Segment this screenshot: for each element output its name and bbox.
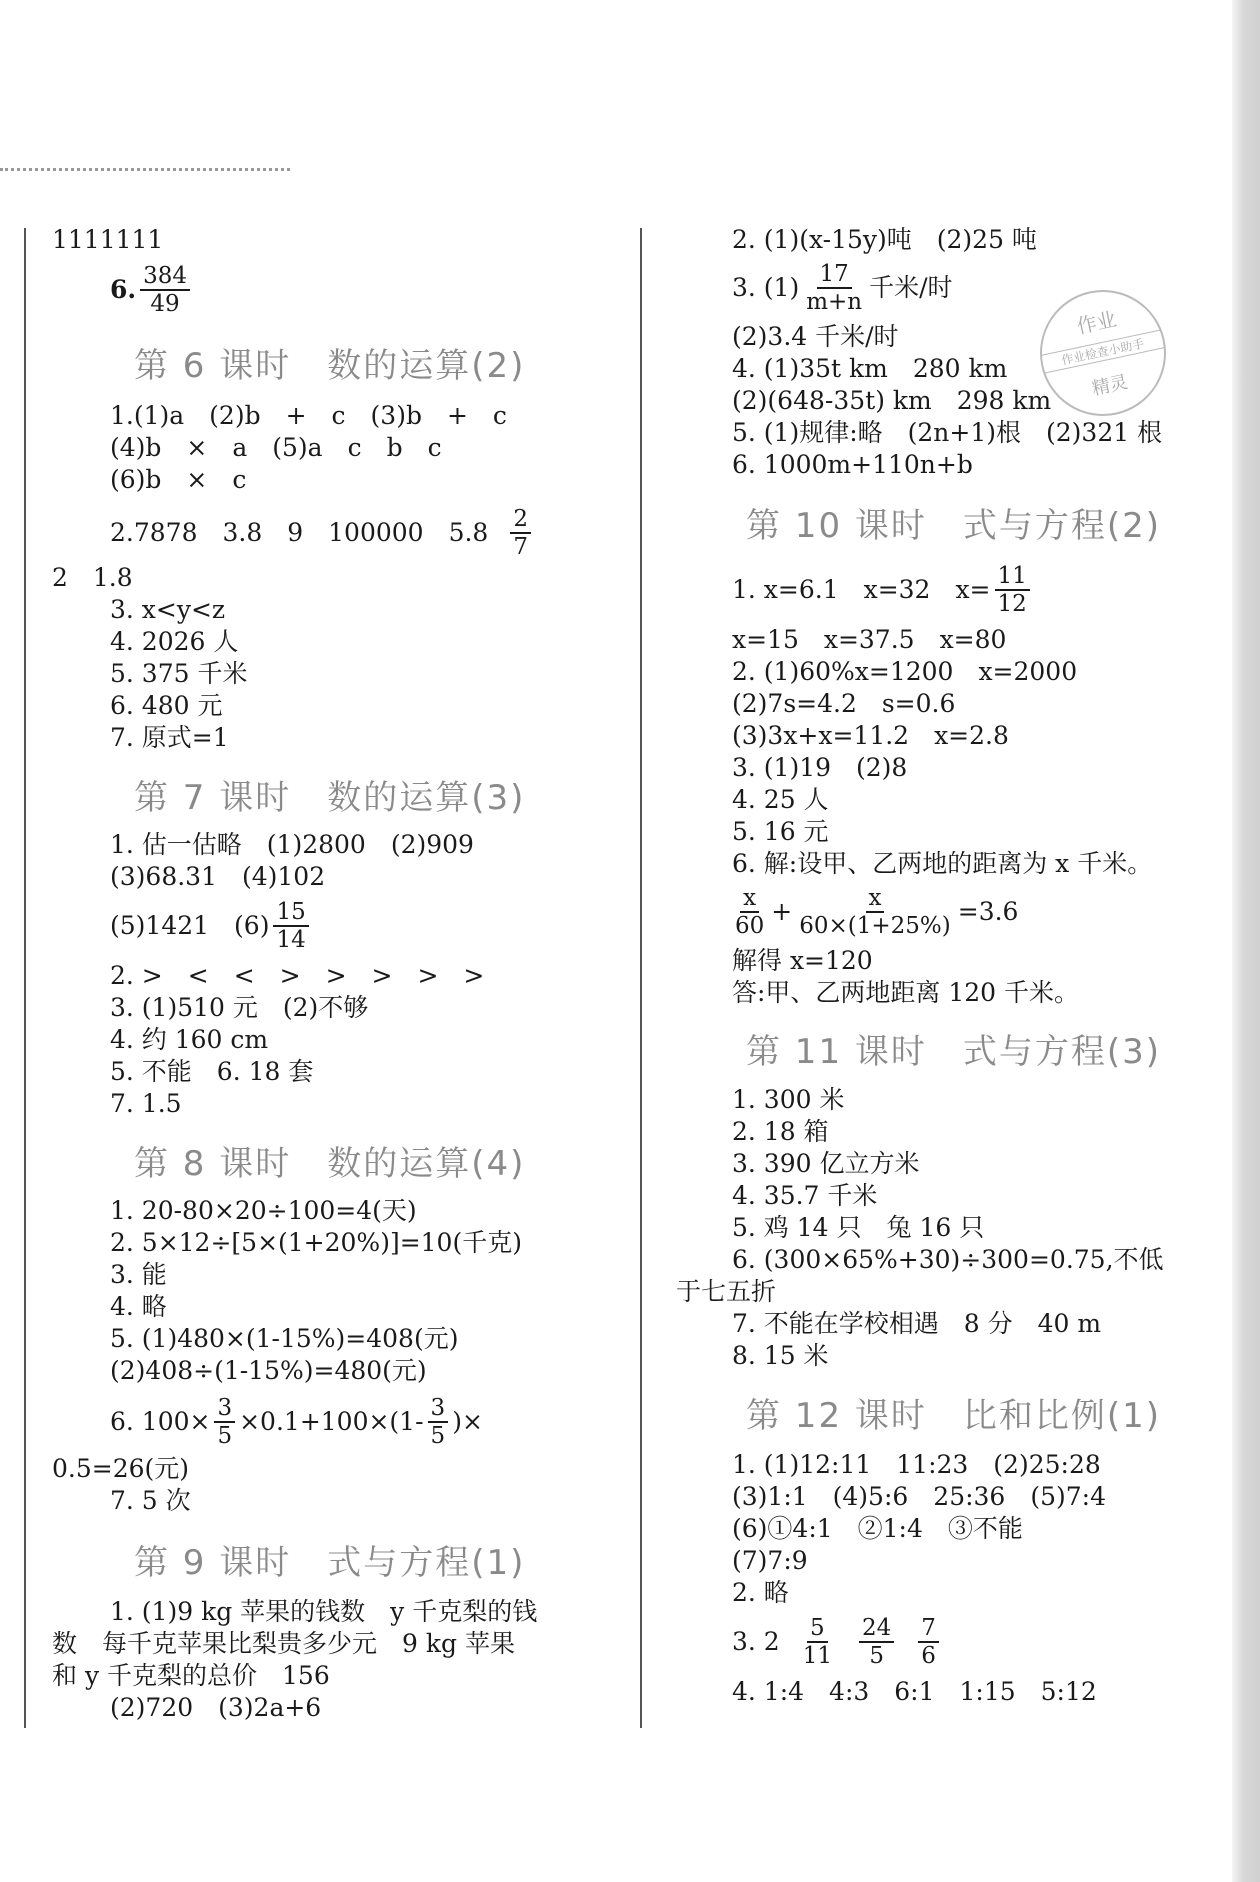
- answer-line: 5. 鸡 14 只 兔 16 只: [732, 1213, 985, 1242]
- answer-line: 4. 略: [110, 1292, 167, 1321]
- answer-line: 4. 2026 人: [110, 627, 239, 656]
- answer-line: 3. 2 $\frac{5}{11}$ $\frac{24}{5}$ $\frac{7}{6}$: [732, 1614, 943, 1670]
- answer-line: x=15 x=37.5 x=80: [732, 625, 1007, 654]
- answer-line: 4. (1)35t km 280 km: [732, 354, 1008, 383]
- answer-line: 数 每千克苹果比梨贵多少元 9 kg 苹果: [52, 1629, 515, 1658]
- answer-line: (5)1421 (6) $\frac{15}{14}$: [110, 898, 313, 954]
- answer-line: 1. 估一估略 (1)2800 (2)909: [110, 830, 474, 859]
- answer-line: (4)b × a (5)a c b c: [110, 433, 442, 462]
- answer-line: (2)(648-35t) km 298 km: [732, 386, 1052, 415]
- answer-line: 1. (1)12:11 11:23 (2)25:28: [732, 1450, 1101, 1479]
- fraction: $\frac{17}{m+n}$: [806, 261, 863, 315]
- answer-line: 和 y 千克梨的总价 156: [52, 1661, 330, 1690]
- lesson-10-heading: 第 10 课时 式与方程(2): [746, 506, 1162, 546]
- answer-line: 6. (300×65%+30)÷300=0.75,不低: [732, 1245, 1164, 1274]
- answer-line: 3. (1)510 元 (2)不够: [110, 993, 369, 1022]
- answer-line: 1. 20-80×20÷100=4(天): [110, 1196, 417, 1225]
- lesson-9-heading: 第 9 课时 式与方程(1): [134, 1543, 526, 1583]
- answer-line: 6. 1000m+110n+b: [732, 450, 973, 479]
- answer-line: 4. 1:4 4:3 6:1 1:15 5:12: [732, 1677, 1097, 1706]
- answer-line: 2.7878 3.8 9 100000 5.8 $\frac{2}{7}$: [110, 505, 535, 561]
- answer-line: (3)3x+x=11.2 x=2.8: [732, 721, 1009, 750]
- fraction: $\frac{5}{11}$: [802, 1615, 832, 1669]
- answer-line: 2 1.8: [52, 563, 133, 592]
- answer-line: 5. (1)480×(1-15%)=408(元): [110, 1324, 459, 1353]
- answer-line: 3. x<y<z: [110, 595, 226, 624]
- fraction: $\frac{3}{5}$: [214, 1395, 235, 1449]
- answer-line: (2)7s=4.2 s=0.6: [732, 689, 956, 718]
- answer-line: (6)b × c: [110, 465, 247, 494]
- answer-line: 8. 15 米: [732, 1341, 829, 1370]
- answer-line: 6. 100× $\frac{3}{5}$ ×0.1+100×(1- $\frac{3}{5}$ )×: [110, 1395, 483, 1449]
- page-edge-shadow: [1232, 0, 1260, 1882]
- answer-line: 3. 390 亿立方米: [732, 1149, 920, 1178]
- fraction: $\frac{11}{12}$: [995, 563, 1030, 617]
- answer-line: 5. 不能 6. 18 套: [110, 1057, 314, 1086]
- answer-line: 3. (1)19 (2)8: [732, 753, 908, 782]
- answer-line: (2)3.4 千米/时: [732, 322, 899, 351]
- left-margin-rule: [24, 228, 26, 1728]
- answer-line: 6. 解:设甲、乙两地的距离为 x 千米。: [732, 849, 1153, 878]
- lesson-12-heading: 第 12 课时 比和比例(1): [746, 1396, 1162, 1436]
- answer-line: 2. 略: [732, 1578, 789, 1607]
- equation-line: $\frac{x}{60}$ + $\frac{x}{60\times(1+25\%)}$ =3.6: [732, 884, 1018, 940]
- fraction: $\frac{24}{5}$: [859, 1615, 894, 1669]
- top-number: 1111111: [52, 225, 164, 254]
- answer-line: (7)7:9: [732, 1546, 808, 1575]
- answer-line: 7. 原式=1: [110, 723, 229, 752]
- fraction: $\frac{2}{7}$: [510, 506, 531, 560]
- answer-line: 1. 300 米: [732, 1085, 845, 1114]
- answer-line: 5. 16 元: [732, 817, 829, 846]
- answer-line: 7. 不能在学校相遇 8 分 40 m: [732, 1309, 1102, 1338]
- fraction: $\frac{x}{60}$: [735, 885, 765, 939]
- answer-line: (2)720 (3)2a+6: [110, 1693, 322, 1722]
- answer-line: 于七五折: [676, 1277, 777, 1306]
- answer-line: (2)408÷(1-15%)=480(元): [110, 1356, 427, 1385]
- lesson-6-heading: 第 6 课时 数的运算(2): [134, 346, 526, 386]
- dotted-divider: [0, 168, 290, 171]
- watermark-stamp: 作业 作业检查小助手 精灵: [1028, 278, 1177, 427]
- fraction: $\frac{3}{5}$: [428, 1395, 449, 1449]
- answer-line: 答:甲、乙两地距离 120 千米。: [732, 978, 1080, 1007]
- answer-line: (6)①4:1 ②1:4 ③不能: [732, 1514, 1023, 1543]
- answer-line: (3)68.31 (4)102: [110, 862, 326, 891]
- answer-line: 2. > < < > > > > >: [110, 961, 485, 990]
- fraction: $\frac{15}{14}$: [273, 899, 308, 953]
- answer-line: 2. 5×12÷[5×(1+20%)]=10(千克): [110, 1228, 522, 1257]
- fraction: $\frac{x}{60\times(1+25\%)}$: [799, 885, 951, 939]
- answer-line: 2. (1)60%x=1200 x=2000: [732, 657, 1078, 686]
- answer-line: 2. (1)(x-15y)吨 (2)25 吨: [732, 225, 1037, 254]
- answer-line: 4. 25 人: [732, 785, 829, 814]
- lesson-11-heading: 第 11 课时 式与方程(3): [746, 1032, 1162, 1072]
- answer-line: 5. (1)规律:略 (2n+1)根 (2)321 根: [732, 418, 1163, 447]
- column-divider: [640, 228, 642, 1728]
- answer-line: 3. 能: [110, 1260, 167, 1289]
- lesson-8-heading: 第 8 课时 数的运算(4): [134, 1144, 526, 1184]
- answer-line: 解得 x=120: [732, 946, 873, 975]
- answer-line: 1.(1)a (2)b + c (3)b + c: [110, 401, 507, 430]
- answer-line: 5. 375 千米: [110, 659, 248, 688]
- fraction: $\frac{7}{6}$: [918, 1615, 939, 1669]
- answer-line: 4. 约 160 cm: [110, 1025, 269, 1054]
- fraction: $\frac{384}{49}$: [140, 263, 190, 317]
- answer-line: 4. 35.7 千米: [732, 1181, 878, 1210]
- lesson-7-heading: 第 7 课时 数的运算(3): [134, 778, 526, 818]
- answer-line: 1. (1)9 kg 苹果的钱数 y 千克梨的钱: [110, 1597, 538, 1626]
- answer-line: (3)1:1 (4)5:6 25:36 (5)7:4: [732, 1482, 1106, 1511]
- answer-line: 3. (1) $\frac{17}{m+n}$ 千米/时: [732, 261, 953, 315]
- answer-line: 0.5=26(元): [52, 1454, 190, 1483]
- answer-line: 2. 18 箱: [732, 1117, 829, 1146]
- answer-line: 6. 480 元: [110, 691, 223, 720]
- answer-line: 7. 1.5: [110, 1089, 182, 1118]
- answer-line: 1. x=6.1 x=32 x= $\frac{11}{12}$: [732, 562, 1034, 618]
- answer-line: 7. 5 次: [110, 1486, 191, 1515]
- answer-6: 6. $\frac{384}{49}$: [110, 262, 194, 318]
